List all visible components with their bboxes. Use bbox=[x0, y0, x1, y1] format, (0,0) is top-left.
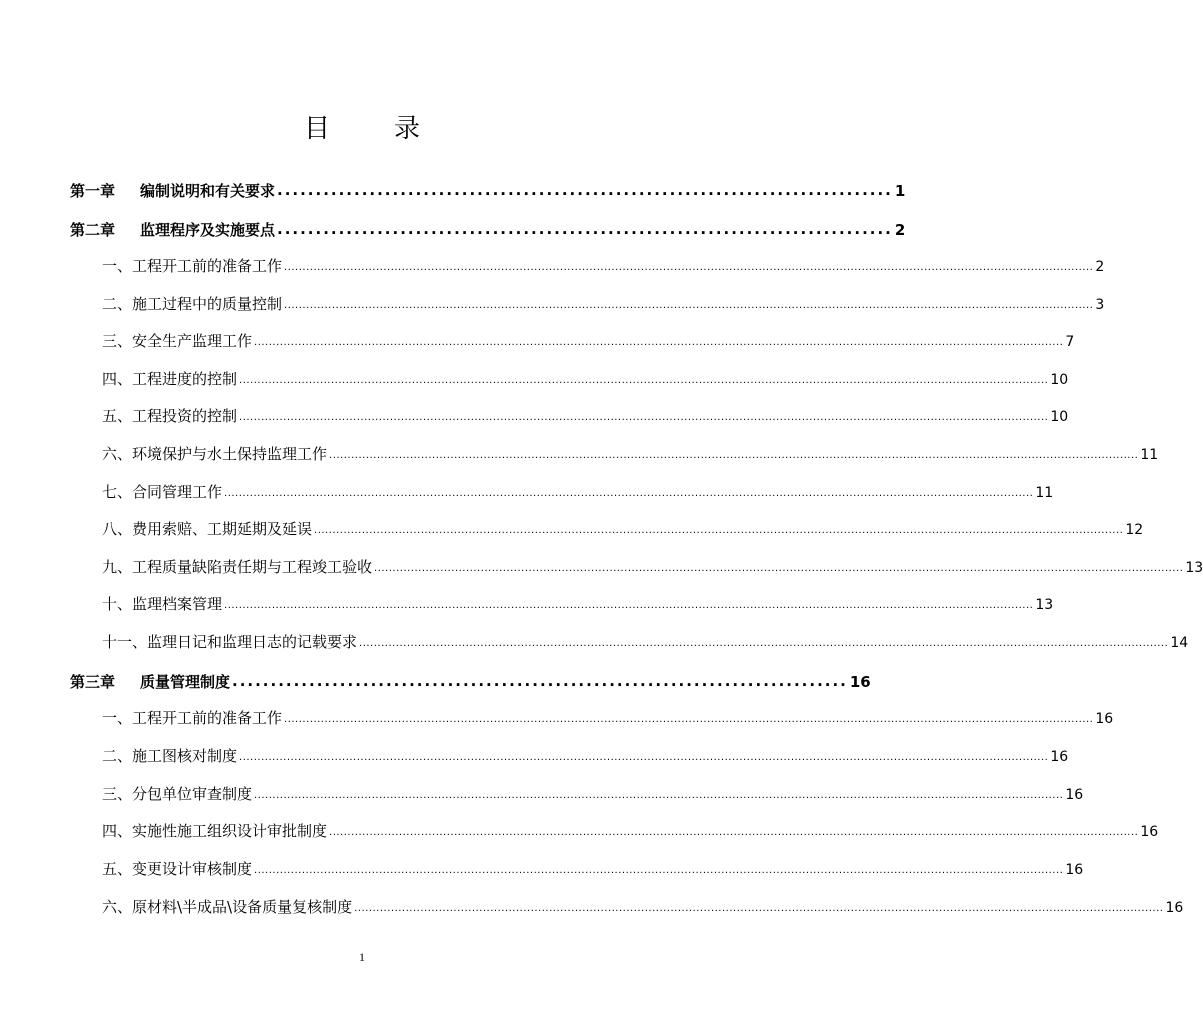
toc-section-entry[interactable] bbox=[70, 820, 1159, 846]
toc-page-number: 16 bbox=[1065, 787, 1084, 803]
toc-dot-leader: ............................................................................................................................................................................................................................ bbox=[329, 450, 1139, 461]
toc-page-number: 16 bbox=[1165, 900, 1184, 916]
toc-page-number: 12 bbox=[1125, 522, 1144, 538]
toc-entry-label bbox=[102, 631, 357, 652]
toc-entry-text: 二、施工过程中的质量控制 bbox=[102, 295, 283, 313]
toc-page-number: 16 bbox=[1065, 862, 1084, 878]
toc-chapter-number: 第一章 bbox=[70, 182, 116, 200]
toc-page-number: 11 bbox=[1140, 447, 1159, 463]
toc-chapter-number: 第二章 bbox=[70, 221, 116, 239]
toc-section-entry[interactable] bbox=[70, 707, 1114, 733]
toc-page-number: 11 bbox=[1035, 485, 1054, 501]
toc-entry-label bbox=[102, 255, 282, 276]
toc-dot-leader: ............................................................................................................................................................................................................................ bbox=[239, 375, 1049, 386]
toc-section-entry[interactable] bbox=[70, 896, 1184, 922]
toc-entry-label bbox=[102, 745, 237, 766]
toc-section-entry[interactable] bbox=[70, 255, 1105, 281]
toc-entry-label bbox=[102, 593, 222, 614]
toc-entry-text: 六、原材料\半成品\设备质量复核制度 bbox=[102, 898, 353, 916]
toc-dot-leader: ................................................................................ bbox=[277, 220, 893, 238]
toc-entry-text: 监理程序及实施要点 bbox=[140, 221, 276, 239]
toc-dot-leader: ............................................................................................................................................................................................................................ bbox=[224, 488, 1034, 499]
toc-entry-label bbox=[102, 518, 312, 539]
toc-section-entry[interactable] bbox=[70, 293, 1105, 319]
toc-page-number: 16 bbox=[1050, 749, 1069, 765]
toc-entry-text: 三、安全生产监理工作 bbox=[102, 332, 253, 350]
toc-section-entry[interactable] bbox=[70, 631, 1189, 657]
page-number: 1 bbox=[359, 950, 365, 964]
toc-entry-text: 七、合同管理工作 bbox=[102, 483, 223, 501]
toc-entry-text: 三、分包单位审查制度 bbox=[102, 785, 253, 803]
toc-entry-label bbox=[102, 896, 352, 917]
toc-entry-label bbox=[102, 783, 252, 804]
toc-entry-text: 九、工程质量缺陷责任期与工程竣工验收 bbox=[102, 558, 373, 576]
toc-section-entry[interactable] bbox=[70, 405, 1069, 431]
toc-section-entry[interactable] bbox=[70, 443, 1159, 469]
toc-section-entry[interactable] bbox=[70, 858, 1084, 884]
toc-section-entry[interactable] bbox=[70, 593, 1054, 619]
toc-page-number: 13 bbox=[1035, 597, 1054, 613]
toc-entry-label bbox=[70, 180, 275, 201]
toc-page-number: 10 bbox=[1050, 372, 1069, 388]
toc-page-number: 13 bbox=[1185, 560, 1203, 576]
toc-dot-leader: ............................................................................................................................................................................................................................ bbox=[239, 752, 1049, 763]
toc-dot-leader: ............................................................................................................................................................................................................................ bbox=[254, 337, 1064, 348]
toc-section-entry[interactable] bbox=[70, 330, 1075, 356]
toc-section-entry[interactable] bbox=[70, 481, 1054, 507]
toc-entry-text: 一、工程开工前的准备工作 bbox=[102, 709, 283, 727]
toc-dot-leader: ............................................................................................................................................................................................................................ bbox=[314, 525, 1124, 536]
toc-page-number: 14 bbox=[1170, 635, 1189, 651]
toc-entry-label bbox=[102, 368, 237, 389]
toc-page-number: 1 bbox=[894, 182, 906, 200]
toc-section-entry[interactable] bbox=[70, 556, 1203, 582]
toc-dot-leader: ............................................................................................................................................................................................................................ bbox=[359, 638, 1169, 649]
toc-page-number: 16 bbox=[1140, 824, 1159, 840]
toc-page-number: 2 bbox=[1095, 259, 1105, 275]
toc-entry-text: 十、监理档案管理 bbox=[102, 595, 223, 613]
toc-entry-text: 四、工程进度的控制 bbox=[102, 370, 238, 388]
toc-entry-label bbox=[102, 330, 252, 351]
toc-chapter-entry[interactable] bbox=[70, 219, 906, 245]
toc-dot-leader: ............................................................................................................................................................................................................................ bbox=[254, 790, 1064, 801]
toc-page-number: 3 bbox=[1095, 297, 1105, 313]
toc-entry-text: 质量管理制度 bbox=[140, 673, 231, 691]
toc-section-entry[interactable] bbox=[70, 518, 1144, 544]
toc-entry-text: 五、工程投资的控制 bbox=[102, 407, 238, 425]
toc-dot-leader: ............................................................................................................................................................................................................................ bbox=[354, 903, 1164, 914]
toc-section-entry[interactable] bbox=[70, 368, 1069, 394]
toc-dot-leader: ............................................................................................................................................................................................................................ bbox=[374, 563, 1184, 574]
toc-dot-leader: ............................................................................................................................................................................................................................ bbox=[284, 262, 1094, 273]
toc-dot-leader: ............................................................................................................................................................................................................................ bbox=[284, 714, 1094, 725]
toc-dot-leader: ............................................................................................................................................................................................................................ bbox=[224, 600, 1034, 611]
toc-entry-text: 编制说明和有关要求 bbox=[140, 182, 276, 200]
toc-entry-label bbox=[70, 219, 275, 240]
toc-entry-text: 四、实施性施工组织设计审批制度 bbox=[102, 822, 328, 840]
toc-entry-label bbox=[102, 707, 282, 728]
toc-entry-text: 二、施工图核对制度 bbox=[102, 747, 238, 765]
toc-entry-text: 十一、监理日记和监理日志的记载要求 bbox=[102, 633, 358, 651]
toc-dot-leader: ................................................................................ bbox=[232, 672, 848, 690]
toc-entry-label bbox=[102, 556, 372, 577]
toc-entry-label bbox=[102, 405, 237, 426]
toc-chapter-entry[interactable] bbox=[70, 180, 906, 206]
toc-section-entry[interactable] bbox=[70, 745, 1069, 771]
toc-entry-text: 八、费用索赔、工期延期及延误 bbox=[102, 520, 313, 538]
toc-entry-text: 六、环境保护与水土保持监理工作 bbox=[102, 445, 328, 463]
toc-page-number: 16 bbox=[1095, 711, 1114, 727]
toc-dot-leader: ............................................................................................................................................................................................................................ bbox=[254, 865, 1064, 876]
toc-entry-label bbox=[102, 443, 327, 464]
toc-entry-label bbox=[102, 293, 282, 314]
toc-title-char-1: 目 bbox=[303, 114, 330, 144]
toc-dot-leader: ............................................................................................................................................................................................................................ bbox=[239, 412, 1049, 423]
toc-title-char-2: 录 bbox=[394, 114, 421, 144]
toc-entry-label bbox=[102, 858, 252, 879]
toc-page-number: 16 bbox=[849, 673, 871, 691]
toc-page-number: 2 bbox=[894, 221, 906, 239]
toc-entry-label bbox=[70, 671, 230, 692]
toc-chapter-number: 第三章 bbox=[70, 673, 116, 691]
toc-dot-leader: ............................................................................................................................................................................................................................ bbox=[329, 827, 1139, 838]
toc-entry-text: 五、变更设计审核制度 bbox=[102, 860, 253, 878]
toc-dot-leader: ............................................................................................................................................................................................................................ bbox=[284, 300, 1094, 311]
toc-title bbox=[0, 108, 724, 145]
toc-page-number: 10 bbox=[1050, 409, 1069, 425]
toc-chapter-entry[interactable] bbox=[70, 671, 871, 697]
toc-entry-text: 一、工程开工前的准备工作 bbox=[102, 257, 283, 275]
toc-page-number: 7 bbox=[1065, 334, 1075, 350]
toc-section-entry[interactable] bbox=[70, 783, 1084, 809]
toc-entry-label bbox=[102, 481, 222, 502]
toc-dot-leader: ................................................................................ bbox=[277, 181, 893, 199]
toc-entry-label bbox=[102, 820, 327, 841]
